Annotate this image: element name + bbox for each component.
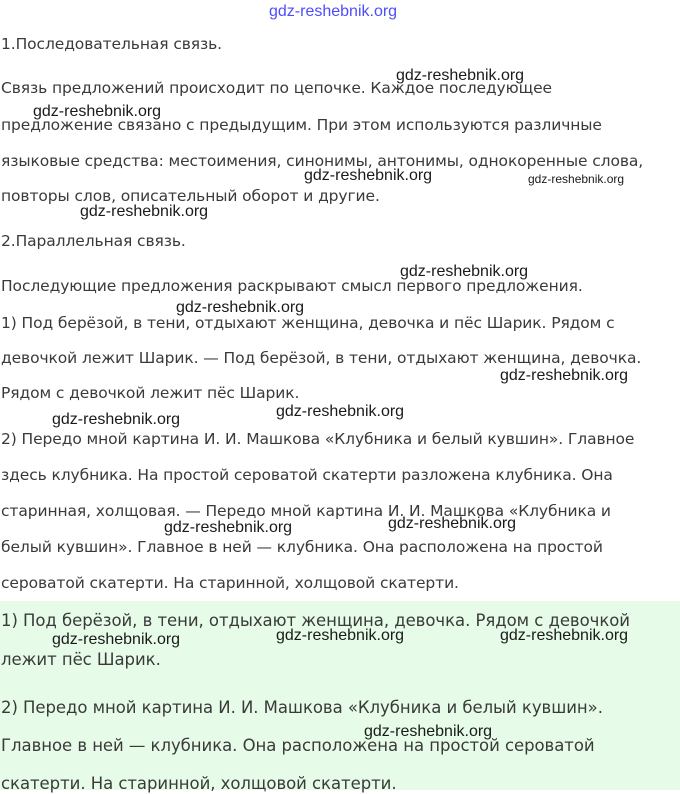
example2-line-5: сероватой скатерти. На старинной, холщовой скатерти.: [1, 574, 459, 592]
example2-line-1: 2) Передо мной картина И. И. Машкова «Клубника и белый кувшин». Главное: [1, 430, 635, 448]
watermark: gdz-reshebnik.org: [52, 631, 181, 648]
watermark: gdz-reshebnik.org: [396, 67, 525, 84]
watermark: gdz-reshebnik.org: [80, 203, 209, 220]
watermark: gdz-reshebnik.org: [388, 515, 517, 532]
watermark: gdz-reshebnik.org: [33, 103, 162, 120]
example2-line-4: белый кувшин». Главное в ней — клубника. Она расположена на простой: [1, 538, 603, 556]
watermark: gdz-reshebnik.org: [500, 627, 629, 644]
watermark: gdz-reshebnik.org: [304, 167, 433, 184]
example1-line-2: девочкой лежит Шарик. — Под берёзой, в тени, отдыхают женщина, девочка.: [1, 349, 642, 367]
watermark: gdz-reshebnik.org: [164, 519, 293, 536]
section2-intro: Последующие предложения раскрывают смысл первого предложения.: [1, 277, 583, 295]
example2-line-2: здесь клубника. На простой сероватой скатерти разложена клубника. Она: [1, 466, 613, 484]
watermark: gdz-reshebnik.org: [276, 627, 405, 644]
watermark: gdz-reshebnik.org: [52, 411, 181, 428]
watermark: gdz-reshebnik.org: [500, 367, 629, 384]
answer-line-2: лежит пёс Шарик.: [1, 650, 161, 669]
example2-line-3: старинная, холщовая. — Передо мной картина И. И. Машкова «Клубника и: [1, 502, 611, 520]
answer-line-3: 2) Передо мной картина И. И. Машкова «Клубника и белый кувшин».: [1, 698, 603, 717]
site-watermark-top[interactable]: gdz-reshebnik.org: [269, 3, 398, 20]
section1-line-3: языковые средства: местоимения, синонимы, антонимы, однокоренные слова,: [1, 152, 644, 170]
answer-line-4: Главное в ней — клубника. Она расположена на простой сероватой: [1, 736, 595, 755]
watermark: gdz-reshebnik.org: [528, 172, 625, 186]
section1-line-4: повторы слов, описательный оборот и другие.: [1, 187, 380, 205]
section1-line-2: предложение связано с предыдущим. При этом используются различные: [1, 116, 602, 134]
section1-heading: 1.Последовательная связь.: [1, 35, 223, 53]
watermark: gdz-reshebnik.org: [400, 263, 529, 280]
section2-heading: 2.Параллельная связь.: [1, 232, 186, 250]
answer-line-5: скатерти. На старинной, холщовой скатерти.: [1, 774, 397, 793]
watermark: gdz-reshebnik.org: [176, 299, 305, 316]
example1-line-1: 1) Под берёзой, в тени, отдыхают женщина, девочка и пёс Шарик. Рядом с: [1, 314, 615, 332]
answer-line-1: 1) Под берёзой, в тени, отдыхают женщина, девочка. Рядом с девочкой: [1, 611, 630, 630]
watermark: gdz-reshebnik.org: [276, 403, 405, 420]
example1-line-3: Рядом с девочкой лежит пёс Шарик.: [1, 384, 300, 402]
section1-line-1: Связь предложений происходит по цепочке. Каждое последующее: [1, 79, 552, 97]
watermark: gdz-reshebnik.org: [364, 723, 493, 740]
